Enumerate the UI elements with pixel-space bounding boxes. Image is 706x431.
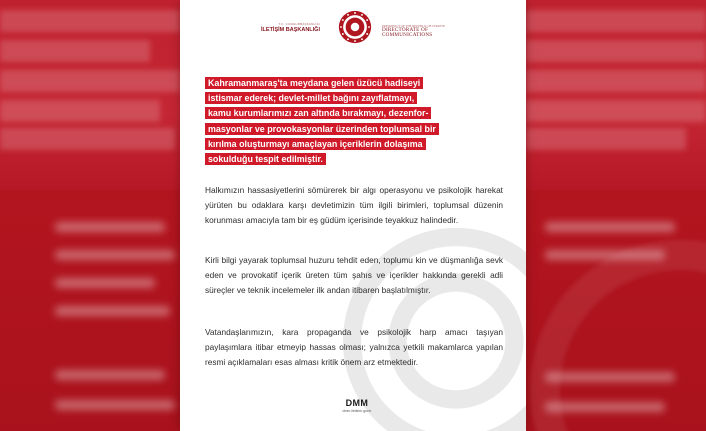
headline-line: Kahramanmaraş'ta meydana gelen üzücü hadiseyi bbox=[205, 77, 423, 89]
highlighted-headline bbox=[205, 76, 505, 167]
letterhead-left-small: T.C. CUMHURBAŞKANLIĞI bbox=[278, 22, 320, 26]
background-strip bbox=[526, 10, 706, 32]
presidency-seal-icon bbox=[338, 10, 372, 44]
headline-line: kırılma oluşturmayı amaçlayan içeriklerin dolaşıma bbox=[205, 138, 426, 150]
background-strip bbox=[0, 10, 180, 32]
letterhead bbox=[180, 10, 526, 50]
body-paragraph-3: Vatandaşlarımızın, kara propaganda ve psikolojik harp amacı taşıyan paylaşımlara itibar etmeyip hassas olması; yalnızca yetkili makamlarca yapılan resmi açıklamaları esas alması kritik önem arz etmektedir. bbox=[205, 327, 503, 368]
dmm-logo bbox=[337, 398, 377, 413]
headline-line: kamu kurumlarımızı zan altında bırakmayı, dezenfor- bbox=[205, 107, 431, 119]
headline-line: masyonlar ve provokasyonlar üzerinden toplumsal bir bbox=[205, 123, 439, 135]
letterhead-right bbox=[382, 24, 462, 39]
press-release-card bbox=[180, 0, 526, 431]
body-paragraph-1: Halkımızın hassasiyetlerini sömürerek bir algı operasyonu ve psikolojik harekat yürüten bu odaklara karşı devletimizin tüm ilgili birimleri, toplumsal düzenin korunması amacıyla tam bir eş güdüm içerisinde teyakkuz halindedir. bbox=[205, 185, 503, 226]
background-strip bbox=[526, 70, 706, 92]
background-strip bbox=[0, 70, 180, 92]
dmm-logo-subtitle: dmm.iletisim.gov.tr bbox=[342, 409, 372, 413]
letterhead-left-title: İLETİŞİM BAŞKANLIĞI bbox=[261, 27, 320, 33]
letterhead-left bbox=[260, 22, 320, 33]
background-ghost-text bbox=[55, 250, 175, 260]
background-ghost-text bbox=[55, 306, 170, 316]
body-paragraph-2: Kirli bilgi yayarak toplumsal huzuru tehdit eden, toplumu kin ve düşmanlığa sevk eden ve provokatif içerik üreten tüm şahıs ve içerikler hakkında gerekli adli süreçler ve teknik incelemeler ilk andan itibaren başlatılmıştır. bbox=[205, 255, 503, 296]
background-ghost-text bbox=[55, 370, 165, 380]
background-strip bbox=[526, 40, 706, 62]
headline-line: istismar ederek; devlet-millet bağını zayıflatmayı, bbox=[205, 92, 417, 104]
background-strip bbox=[0, 100, 160, 122]
letterhead-right-small: PRESIDENCY OF THE REPUBLIC OF TÜRKİYE bbox=[382, 24, 446, 28]
dmm-logo-mark: DMM bbox=[345, 398, 369, 408]
letterhead-right-line-1: DIRECTORATE OF bbox=[382, 27, 429, 33]
background-ghost-text bbox=[55, 400, 175, 410]
letterhead-right-line-2: COMMUNICATIONS bbox=[382, 32, 433, 39]
background-strip bbox=[0, 128, 175, 150]
headline-line: sokulduğu tespit edilmiştir. bbox=[205, 153, 326, 165]
background-ghost-text bbox=[55, 222, 165, 232]
background-strip bbox=[0, 40, 150, 62]
background-strip bbox=[526, 128, 686, 150]
background-ghost-text bbox=[55, 278, 155, 288]
background-strip bbox=[526, 100, 706, 122]
background-ghost-text bbox=[545, 222, 675, 232]
